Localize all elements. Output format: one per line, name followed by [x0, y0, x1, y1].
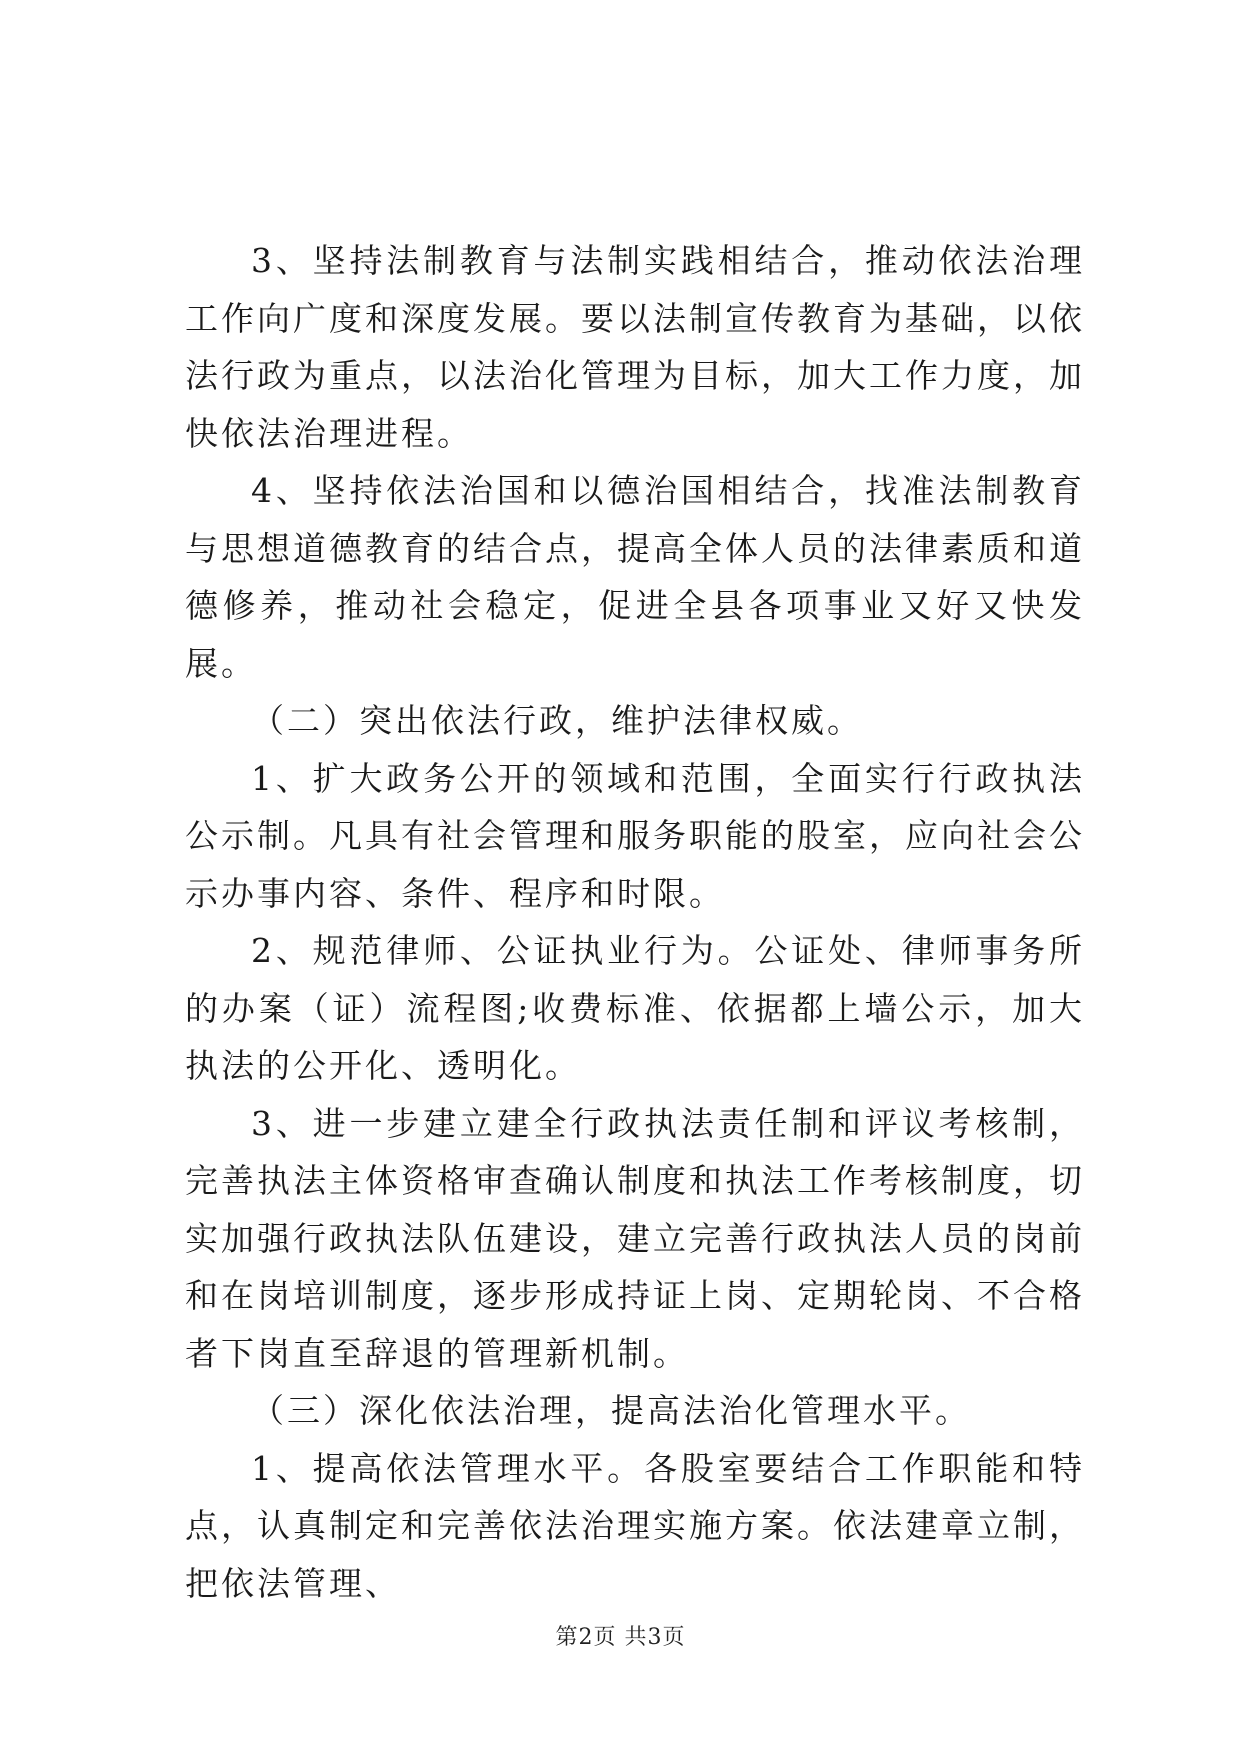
page-number: 第2页 共3页 [555, 1625, 686, 1650]
section-heading: （二）突出依法行政，维护法律权威。 [251, 701, 863, 740]
paragraph: 3、进一步建立建全行政执法责任制和评议考核制，完善执法主体资格审查确认制度和执法工作考核制度，切实加强行政执法队伍建设，建立完善行政执法人员的岗前和在岗培训制度，逐步形成持证上岗、定期轮岗、不合格者下岗直至辞退的管理新机制。 [185, 1103, 1085, 1373]
section-heading: （三）深化依法治理，提高法治化管理水平。 [251, 1391, 971, 1430]
paragraph: 1、扩大政务公开的领域和范围，全面实行行政执法公示制。凡具有社会管理和服务职能的股室，应向社会公示办事内容、条件、程序和时限。 [185, 758, 1085, 913]
paragraph: 2、规范律师、公证执业行为。公证处、律师事务所的办案（证）流程图;收费标准、依据都上墙公示，加大执法的公开化、透明化。 [185, 931, 1085, 1085]
paragraph: 4、坚持依法治国和以德治国相结合，找准法制教育与思想道德教育的结合点，提高全体人员的法律素质和道德修养，推动社会稳定，促进全县各项事业又好又快发展。 [185, 471, 1085, 683]
paragraph: 3、坚持法制教育与法制实践相结合，推动依法治理工作向广度和深度发展。要以法制宣传教育为基础，以依法行政为重点，以法治化管理为目标，加大工作力度，加快依法治理进程。 [185, 241, 1085, 453]
paragraph: 1、提高依法管理水平。各股室要结合工作职能和特点，认真制定和完善依法治理实施方案。依法建章立制，把依法管理、 [185, 1448, 1085, 1603]
document-body [185, 232, 1085, 1612]
